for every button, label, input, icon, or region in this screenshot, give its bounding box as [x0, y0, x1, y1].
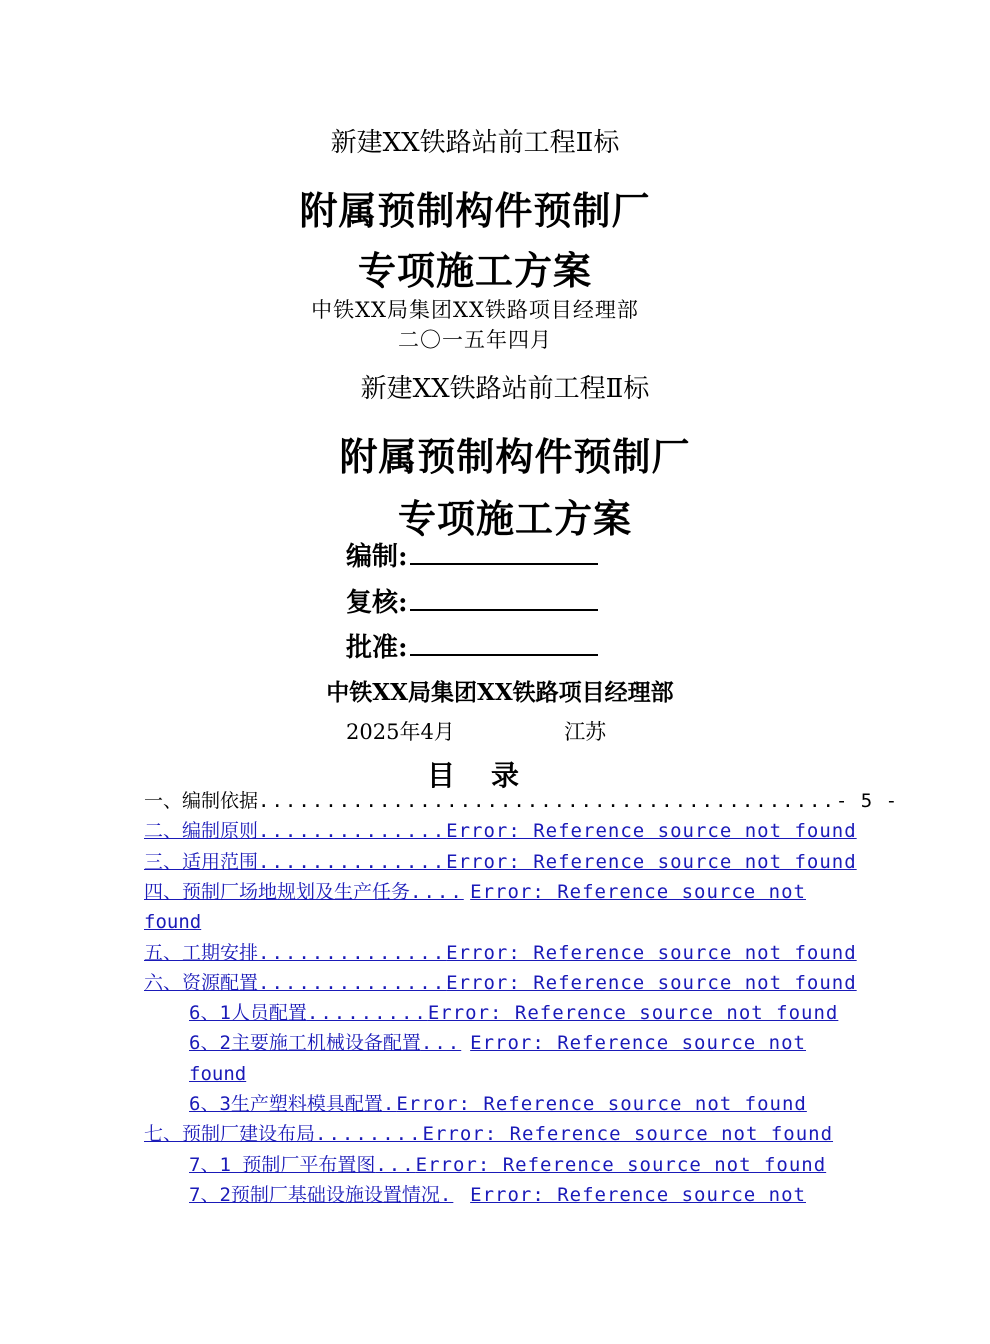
sign-compile-blank[interactable] [410, 539, 598, 565]
toc-entry[interactable] [144, 1121, 834, 1147]
toc-entry-page-ref: Error: Reference source not found [446, 820, 857, 843]
toc-entry-leader-dots: ........................................... [258, 790, 836, 812]
toc-entry-leader-dots: . [439, 1183, 454, 1206]
toc-entry-leader-dots: .............. [258, 971, 447, 994]
toc-entry-label: 7、2预制厂基础设施设置情况 [189, 1183, 440, 1206]
cover2-main-title-line1: 附属预制构件预制厂 [339, 435, 691, 479]
cover2-date-place [346, 716, 606, 746]
toc-entry-page-ref: Error: Reference source not [470, 1032, 806, 1055]
toc-entry[interactable] [189, 1061, 806, 1087]
toc-entry-leader-dots: ......... [306, 1002, 428, 1025]
toc-entry-label: 三、适用范围 [144, 850, 259, 873]
toc-entry-page-ref: Error: Reference source not found [446, 971, 857, 994]
sign-approve-blank[interactable] [410, 630, 598, 656]
cover1-main-title-line1: 附属预制构件预制厂 [299, 189, 651, 233]
toc-entry-page-ref: Error: Reference source not found [446, 850, 857, 873]
toc-entry[interactable] [144, 940, 857, 966]
sign-compile-label: 编制: [346, 542, 408, 572]
toc-entry-page-ref: Error: Reference source not found [422, 1123, 834, 1146]
cover2-organization: 中铁XX局集团XX铁路项目经理部 [326, 679, 674, 706]
sign-compile-row [346, 536, 598, 573]
toc-entry-label: 7、1 预制厂平布置图 [189, 1153, 376, 1176]
toc-entry-leader-dots: .............. [258, 850, 447, 873]
toc-entry-label: found [144, 911, 202, 934]
toc-entry-page-ref: Error: Reference source not found [446, 941, 857, 964]
toc-entry-label: 五、工期安排 [144, 941, 259, 964]
sign-review-row [346, 582, 598, 619]
toc-entry-page-ref: Error: Reference source not found [427, 1002, 839, 1025]
toc-entry-label: 六、资源配置 [144, 971, 259, 994]
toc-entry-label: found [189, 1062, 247, 1085]
toc-entry[interactable] [144, 849, 857, 875]
toc-entry-label: 6、2主要施工机械设备配置 [189, 1032, 421, 1055]
toc-entry-leader-dots: .............. [258, 820, 447, 843]
toc-entry-label: 6、1人员配置 [189, 1002, 307, 1025]
toc-entry-leader-dots: .............. [258, 941, 447, 964]
cover1-date: 二〇一五年四月 [398, 328, 552, 352]
toc-entry[interactable] [189, 1152, 827, 1178]
toc-entry[interactable] [189, 1091, 806, 1117]
cover2-project-title: 新建XX铁路站前工程Ⅱ标 [360, 374, 650, 404]
toc-entry-leader-dots: ... [375, 1153, 416, 1176]
toc-entry[interactable] [144, 818, 857, 844]
sign-review-label: 复核: [346, 588, 408, 618]
toc-entry [144, 788, 899, 814]
toc-entry[interactable] [189, 1030, 806, 1056]
toc-entry-page-ref: Error: Reference source not [470, 880, 806, 903]
toc-entry-leader-dots: ........ [315, 1123, 423, 1146]
cover1-main-title-line2: 专项施工方案 [357, 249, 592, 293]
cover1-organization: 中铁XX局集团XX铁路项目经理部 [311, 298, 639, 322]
toc-entry-leader-dots: . [382, 1093, 397, 1115]
toc-entry-page-ref: Error: Reference source not found [415, 1153, 827, 1176]
toc-entry[interactable] [144, 879, 806, 905]
toc-entry-page-ref: Error: Reference source not found [396, 1093, 807, 1115]
cover2-date: 2025年4月 [346, 720, 455, 744]
toc-entry[interactable] [144, 970, 857, 996]
toc-entry-page-ref: - 5 - [835, 790, 899, 812]
toc-entry[interactable] [144, 909, 806, 935]
toc-entry-label: 一、编制依据 [144, 790, 259, 812]
sign-review-blank[interactable] [410, 585, 598, 611]
sign-approve-row [346, 627, 598, 664]
cover1-project-title: 新建XX铁路站前工程Ⅱ标 [330, 128, 620, 158]
toc-entry-label: 二、编制原则 [144, 820, 259, 843]
toc-entry-label: 七、预制厂建设布局 [144, 1123, 316, 1146]
toc-entry[interactable] [189, 1182, 806, 1208]
sign-approve-label: 批准: [346, 633, 408, 663]
toc-entry-label: 6、3生产塑料模具配置 [189, 1093, 383, 1115]
toc-entry-label: 四、预制厂场地规划及生产任务 [144, 880, 411, 903]
toc-entry-leader-dots: ... [420, 1032, 462, 1055]
toc-entry-page-ref: Error: Reference source not [470, 1183, 806, 1206]
toc-entry-leader-dots: .... [410, 880, 464, 903]
toc-entry[interactable] [189, 1000, 839, 1026]
cover2-place: 江苏 [564, 720, 607, 744]
cover2-main-title-line2: 专项施工方案 [397, 497, 632, 541]
toc-heading: 目 录 [426, 759, 523, 792]
